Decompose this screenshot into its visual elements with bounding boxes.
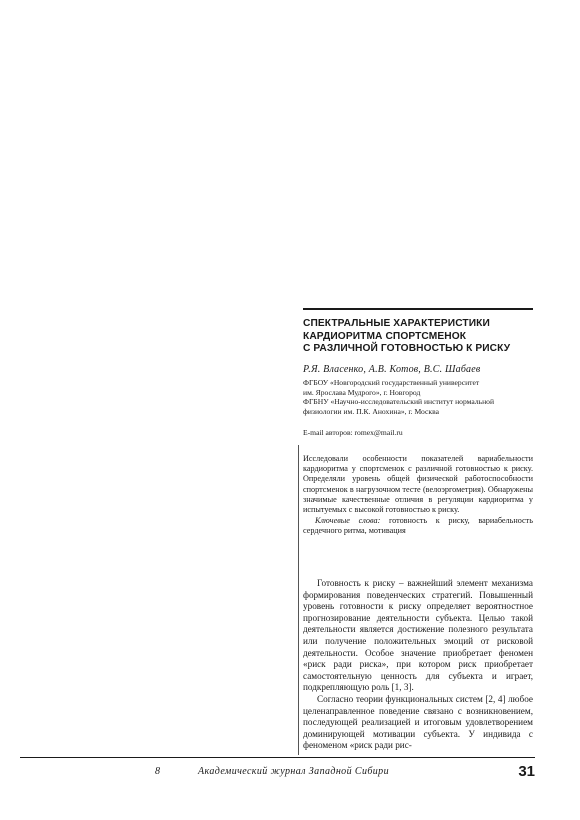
article-body — [303, 578, 533, 752]
keywords-label: Ключевые слова: — [315, 516, 381, 526]
issue-number: 8 — [155, 766, 160, 777]
article-authors: Р.Я. Власенко, А.В. Котов, В.С. Шабаев — [303, 364, 481, 375]
author-email — [303, 428, 533, 438]
affiliation-line: физиологии им. П.К. Анохина», г. Москва — [303, 406, 439, 416]
journal-name: Академический журнал Западной Сибири — [198, 766, 389, 777]
page-footer — [20, 763, 535, 783]
title-line: С РАЗЛИЧНОЙ ГОТОВНОСТЬЮ К РИСКУ — [303, 343, 511, 354]
page-number: 31 — [518, 763, 535, 780]
title-line: КАРДИОРИТМА СПОРТСМЕНОК — [303, 330, 467, 342]
article-title — [303, 318, 533, 356]
abstract-block — [303, 454, 533, 537]
footer-rule — [20, 757, 535, 758]
abstract-text: Исследовали особенности показателей вариабельности кардиоритма у спортсменок с различной готовностью к риску. Определяли уровень общей физической работоспособности спортсменок в нагрузочном тесте (велоэргометрия). Обнаружены значимые качественные отличия в регуляции кардиоритма у испытуемых с высокой готовностью к риску. — [303, 454, 533, 515]
abstract-side-rule — [298, 445, 299, 755]
body-paragraph: Готовность к риску – важнейший элемент механизма формирования поведенческих стратегий. Повышенный уровень готовности к риску определяет вероятностное прогнозирование деятельности субъекта. Целью такой деятельности является достижение полезного результата или получение положительных эмоций от рисковой деятельности. Особое значение приобретает феномен «риск ради риска», при котором риск приобретает самостоятельную ценность для субъекта и играет, подкрепляющую роль [1, 3]. — [303, 578, 533, 693]
title-line: СПЕКТРАЛЬНЫЕ ХАРАКТЕРИСТИКИ — [303, 318, 490, 329]
affiliation-line: ФГБНУ «Научно-исследовательский институт нормальной — [303, 397, 495, 407]
article-affiliations — [303, 378, 533, 416]
affiliation-line: им. Ярослава Мудрого», г. Новгород — [303, 387, 421, 397]
affiliation-line: ФГБОУ «Новгородский государственный университет — [303, 378, 480, 387]
keywords — [303, 516, 533, 536]
keywords-text: готовность к риску, вариабельность сердечного ритма, мотивация — [303, 516, 533, 536]
title-top-rule — [303, 308, 533, 310]
body-paragraph: Согласно теории функциональных систем [2, 4] любое целенаправленное поведение связано с возникновением, последующей реализацией и итоговым удовлетворением доминирующей мотивации субъекта. У индивида с феноменом «риск ради рис- — [303, 693, 533, 751]
email-text: E-mail авторов: romex@mail.ru — [303, 428, 403, 437]
